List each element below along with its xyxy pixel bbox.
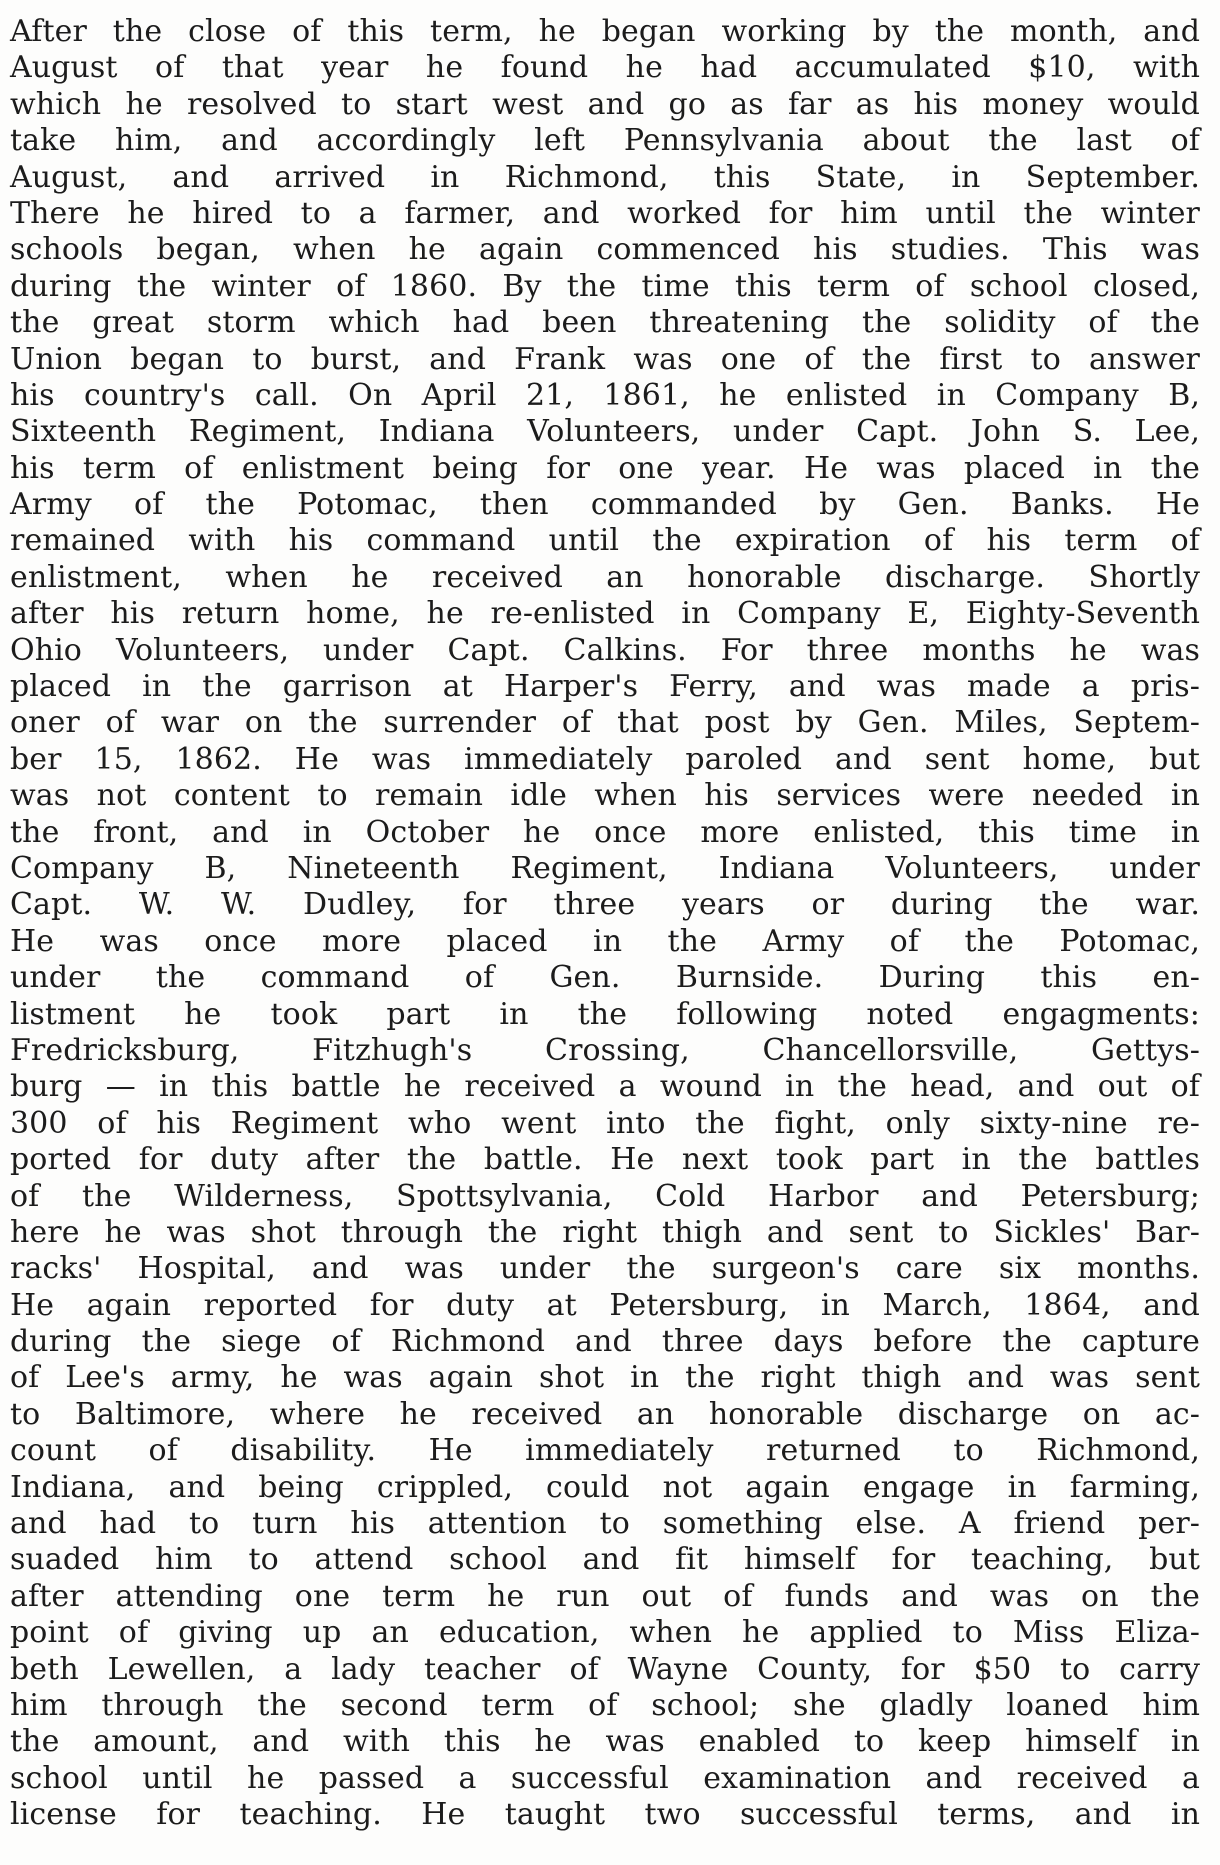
text-line: Company B, Nineteenth Regiment, Indiana Volunteers, under (10, 850, 1200, 886)
text-line: here he was shot through the right thigh and sent to Sickles' Bar- (10, 1214, 1200, 1250)
text-line: to Baltimore, where he received an honorable discharge on ac- (10, 1396, 1200, 1432)
text-line: his term of enlistment being for one year. He was placed in the (10, 450, 1200, 486)
text-line: August, and arrived in Richmond, this State, in September. (10, 159, 1200, 195)
text-line: the amount, and with this he was enabled to keep himself in (10, 1724, 1200, 1760)
text-line: placed in the garrison at Harper's Ferry, and was made a pris- (10, 669, 1200, 705)
text-line: and had to turn his attention to something else. A friend per- (10, 1506, 1200, 1542)
text-line: license for teaching. He taught two successful terms, and in (10, 1797, 1200, 1833)
text-line: take him, and accordingly left Pennsylvania about the last of (10, 123, 1200, 159)
text-line: during the siege of Richmond and three days before the capture (10, 1324, 1200, 1360)
text-line: school until he passed a successful examination and received a (10, 1760, 1200, 1796)
text-line: There he hired to a farmer, and worked for him until the winter (10, 195, 1200, 231)
text-line: racks' Hospital, and was under the surgeon's care six months. (10, 1251, 1200, 1287)
text-line: Union began to burst, and Frank was one of the first to answer (10, 341, 1200, 377)
text-line: listment he took part in the following noted engagments: (10, 996, 1200, 1032)
text-line: ber 15, 1862. He was immediately paroled and sent home, but (10, 741, 1200, 777)
body-text (10, 14, 1200, 1834)
text-line: of Lee's army, he was again shot in the right thigh and was sent (10, 1360, 1200, 1396)
text-line: August of that year he found he had accumulated $10, with (10, 50, 1200, 86)
text-line: count of disability. He immediately returned to Richmond, (10, 1433, 1200, 1469)
text-line: him through the second term of school; she gladly loaned him (10, 1687, 1200, 1723)
text-line: 300 of his Regiment who went into the fight, only sixty-nine re- (10, 1105, 1200, 1141)
text-line: beth Lewellen, a lady teacher of Wayne County, for $50 to carry (10, 1651, 1200, 1687)
text-line: enlistment, when he received an honorable discharge. Shortly (10, 559, 1200, 595)
text-line: his country's call. On April 21, 1861, he enlisted in Company B, (10, 377, 1200, 413)
text-line: suaded him to attend school and fit himself for teaching, but (10, 1542, 1200, 1578)
text-line: of the Wilderness, Spottsylvania, Cold Harbor and Petersburg; (10, 1178, 1200, 1214)
text-line: which he resolved to start west and go as far as his money would (10, 86, 1200, 122)
text-line: after his return home, he re-enlisted in Company E, Eighty-Seventh (10, 596, 1200, 632)
text-line: Ohio Volunteers, under Capt. Calkins. For three months he was (10, 632, 1200, 668)
text-line: oner of war on the surrender of that post by Gen. Miles, Septem- (10, 705, 1200, 741)
text-line: the front, and in October he once more enlisted, this time in (10, 814, 1200, 850)
text-line: burg — in this battle he received a wound in the head, and out of (10, 1069, 1200, 1105)
text-line: Fredricksburg, Fitzhugh's Crossing, Chancellorsville, Gettys- (10, 1032, 1200, 1068)
text-line: under the command of Gen. Burnside. During this en- (10, 960, 1200, 996)
text-line: point of giving up an education, when he applied to Miss Eliza- (10, 1615, 1200, 1651)
text-line: ported for duty after the battle. He next took part in the battles (10, 1142, 1200, 1178)
text-line: After the close of this term, he began working by the month, and (10, 14, 1200, 49)
text-line: was not content to remain idle when his services were needed in (10, 778, 1200, 814)
text-line: the great storm which had been threatening the solidity of the (10, 305, 1200, 341)
text-line: He was once more placed in the Army of the Potomac, (10, 923, 1200, 959)
text-line: during the winter of 1860. By the time this term of school closed, (10, 268, 1200, 304)
text-line: after attending one term he run out of funds and was on the (10, 1578, 1200, 1614)
text-line: schools began, when he again commenced his studies. This was (10, 232, 1200, 268)
text-line: He again reported for duty at Petersburg, in March, 1864, and (10, 1287, 1200, 1323)
text-line: Capt. W. W. Dudley, for three years or during the war. (10, 887, 1200, 923)
text-line: Sixteenth Regiment, Indiana Volunteers, under Capt. John S. Lee, (10, 414, 1200, 450)
text-line: Indiana, and being crippled, could not again engage in farming, (10, 1469, 1200, 1505)
text-line: Army of the Potomac, then commanded by Gen. Banks. He (10, 487, 1200, 523)
text-line: remained with his command until the expiration of his term of (10, 523, 1200, 559)
